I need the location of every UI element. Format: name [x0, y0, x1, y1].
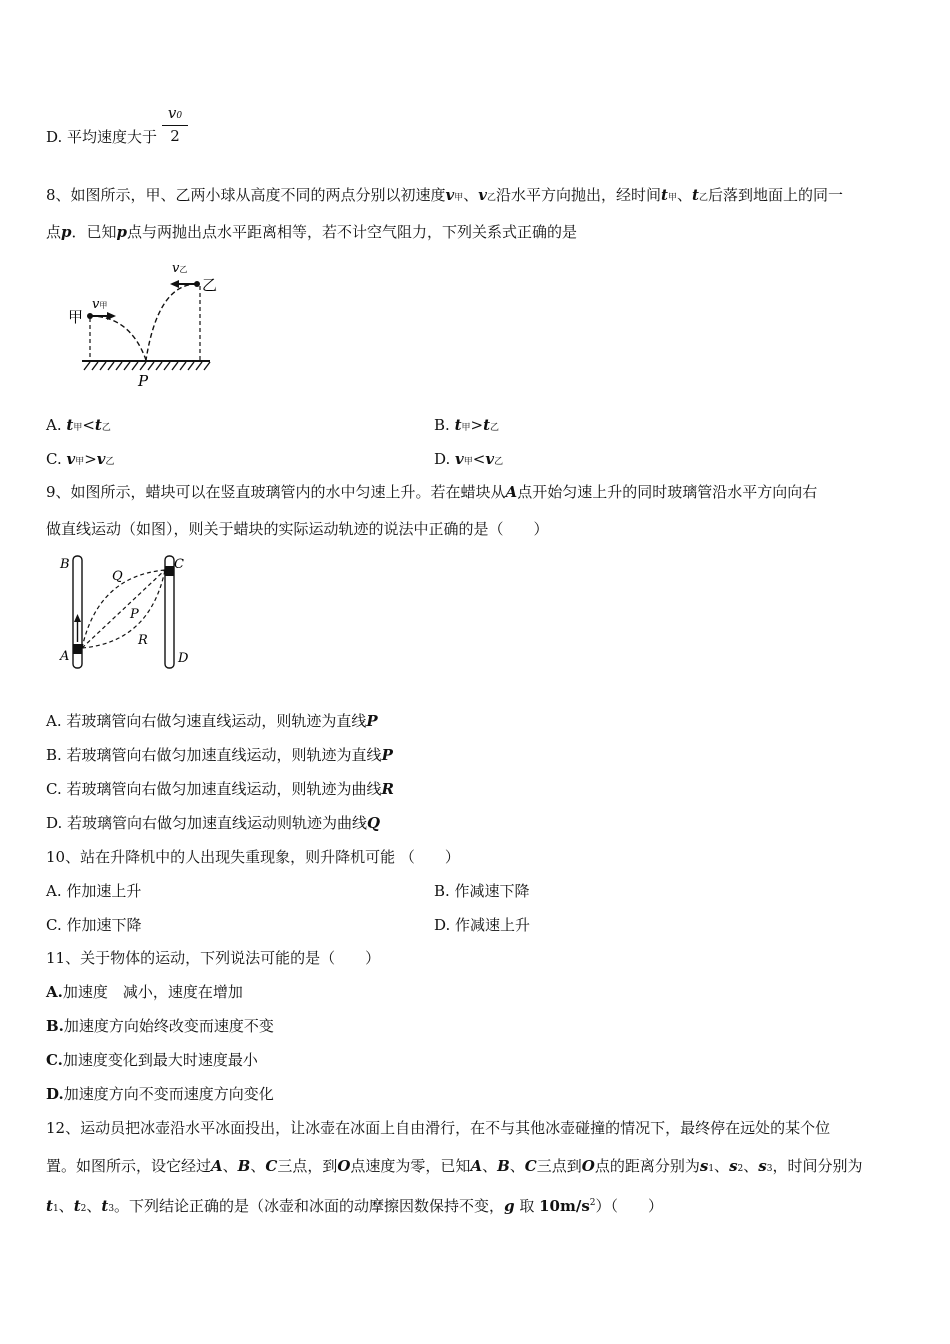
q9-stem-line2: 做直线运动（如图），则关于蜡块的实际运动轨迹的说法中正确的是（ ） — [46, 520, 549, 538]
q9-option-b: B. 若玻璃管向右做匀加速直线运动，则轨迹为直线P — [46, 746, 393, 764]
q8-ground-hatching — [84, 362, 210, 370]
q9-label-C: C — [174, 557, 184, 572]
q11-option-b: B.加速度方向始终改变而速度不变 — [46, 1017, 274, 1035]
q8-stem-line1: 8、如图所示，甲、乙两小球从高度不同的两点分别以初速度v甲、v乙沿水平方向抛出，经时间t甲、t乙后落到地面上的同一 — [46, 186, 843, 204]
q10-stem: 10、站在升降机中的人出现失重现象，则升降机可能 （ ） — [46, 848, 460, 866]
q9-label-A: A — [60, 649, 70, 664]
q12-stem-line2: 置。如图所示，设它经过A、B、C三点，到O点速度为零，已知A、B、C三点到O点的距离分别为s1、s2、s3，时间分别为 — [46, 1157, 863, 1175]
q8-option-a: A. t甲<t乙 — [46, 416, 111, 434]
q8-option-d: D. v甲<v乙 — [434, 450, 504, 468]
q9-option-c: C. 若玻璃管向右做匀加速直线运动，则轨迹为曲线R — [46, 780, 394, 798]
q8-stem-line2: 点p．已知p点与两抛出点水平距离相等，若不计空气阻力，下列关系式正确的是 — [46, 223, 578, 241]
q8-arrowhead-vyi — [170, 280, 179, 288]
q9-option-a: A. 若玻璃管向右做匀速直线运动，则轨迹为直线P — [46, 712, 378, 730]
q9-label-B: B — [60, 557, 70, 572]
q11-option-c: C.加速度变化到最大时速度最小 — [46, 1051, 258, 1069]
q9-wax-block-end — [165, 566, 174, 576]
q8-trajectory-yi — [146, 284, 197, 360]
q9-label-D: D — [178, 651, 189, 666]
q8-label-jia: 甲 — [68, 308, 84, 326]
q9-path-P — [82, 570, 165, 648]
q11-stem: 11、关于物体的运动，下列说法可能的是（ ） — [46, 949, 381, 967]
q9-label-R: R — [138, 633, 148, 648]
q10-option-d: D. 作减速上升 — [434, 916, 531, 934]
q10-option-a: A. 作加速上升 — [46, 882, 142, 900]
q7-fraction — [162, 104, 188, 146]
q8-option-c: C. v甲>v乙 — [46, 450, 115, 468]
q8-trajectory-jia — [90, 316, 146, 360]
q9-stem-line1: 9、如图所示，蜡块可以在竖直玻璃管内的水中匀速上升。若在蜡块从A点开始匀速上升的同时玻璃管沿水平方向向右 — [46, 483, 818, 501]
q8-option-b: B. t甲>t乙 — [434, 416, 500, 434]
q9-label-Q: Q — [112, 569, 123, 584]
q12-stem-line3: t1、t2、t3。下列结论正确的是（冰壶和冰面的动摩擦因数保持不变，g 取 $10m/s^2$）（ ） — [46, 1197, 664, 1215]
q9-label-P: P — [130, 607, 139, 622]
q9-up-arrowhead — [74, 614, 81, 622]
q9-option-d: D. 若玻璃管向右做匀加速直线运动则轨迹为曲线Q — [46, 814, 381, 832]
q10-option-b: B. 作减速下降 — [434, 882, 530, 900]
q8-label-vjia: v甲 — [92, 297, 108, 312]
q7-option-d-text: D. 平均速度大于 — [46, 128, 158, 146]
q8-label-vyi: v乙 — [172, 261, 188, 276]
q8-label-P: P — [138, 372, 149, 390]
q9-wax-block-start — [73, 644, 82, 654]
q7-frac-denominator: 2 — [170, 127, 180, 145]
q9-glass-tube-figure — [58, 552, 198, 672]
q7-frac-numerator: v0 — [162, 104, 188, 126]
q11-option-a: A.加速度 减小，速度在增加 — [46, 983, 243, 1001]
q10-option-c: C. 作加速下降 — [46, 916, 142, 934]
q11-option-d: D.加速度方向不变而速度方向变化 — [46, 1085, 274, 1103]
q8-label-yi: 乙 — [202, 276, 218, 294]
q8-projectile-figure — [64, 258, 224, 390]
q12-stem-line1: 12、运动员把冰壶沿水平冰面投出，让冰壶在冰面上自由滑行，在不与其他冰壶碰撞的情况下，最终停在远处的某个位 — [46, 1119, 831, 1137]
